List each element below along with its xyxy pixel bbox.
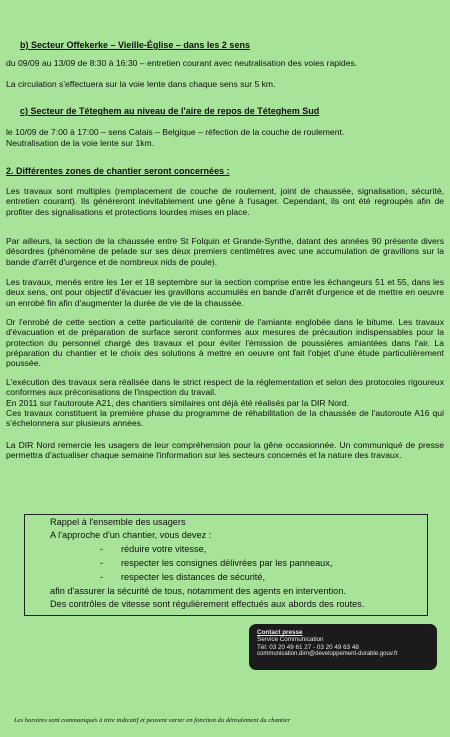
section-2-heading: 2. Différentes zones de chantier seront concernées : — [6, 166, 230, 176]
contact-email[interactable]: communication.dirn@developpement-durable.gouv.fr — [257, 651, 398, 658]
paragraph-4: Or l'enrobé de cette section a cette particularité de contenir de l'amiante englobée dans le bitume. Les travaux d'évacuation et de préparation de surface seront conformes aux mesures de précaution indispensables pour la protection du personnel chargé des travaux et pour éviter l'émission de poussières amiantées dans l'air. La préparation du chantier et le choix des solutions à mettre en oeuvre ont fait l'objet d'une étude particulièrement poussée. — [6, 317, 444, 369]
reminder-item-signs: respecter les consignes délivrées par les panneaux, — [121, 558, 333, 568]
paragraph-6: En 2011 sur l'autoroute A21, des chantiers similaires ont déjà été réalisés par la DIR Nord. — [6, 398, 350, 408]
contact-title: Contact presse — [257, 629, 303, 636]
section-b-line2: La circulation s'effectuera sur la voie lente dans chaque sens sur 5 km. — [6, 79, 276, 89]
paragraph-8: La DIR Nord remercie les usagers de leur compréhension pour la gêne occasionnée. Un communiqué de presse permettra d'actualiser chaque semaine l'information sur les secteurs concernés et la nature des travaux. — [6, 440, 444, 461]
reminder-title: Rappel à l'ensemble des usagers — [50, 517, 186, 527]
section-b-heading: b) Secteur Offekerke – Vieille-Église – dans les 2 sens — [20, 40, 250, 50]
bullet-dash-3: - — [100, 572, 104, 582]
press-contact-box — [249, 624, 437, 670]
paragraph-5: L'exécution des travaux sera réalisée dans le strict respect de la réglementation et selon des protocoles rigoureux conformes aux préconisations de l'inspection du travail. — [6, 377, 444, 398]
reminder-speed-checks: Des contrôles de vitesse sont régulièrement effectués aux abords des routes. — [50, 599, 365, 609]
reminder-item-distance: respecter les distances de sécurité, — [121, 572, 266, 582]
paragraph-7: Ces travaux constituent la première phase du programme de réhabilitation de la chaussée de l'autoroute A16 qui s'échelonnera sur plusieurs années. — [6, 408, 444, 429]
contact-service: Service Communication — [257, 636, 324, 644]
paragraph-1: Les travaux sont multiples (remplacement de couche de roulement, joint de chaussée, signalisation, sécurité, entretien courant). Ils généreront inévitablement une gêne à l'usager. Cependant, ils ont été regroupés afin de profiter des signalisations et protections lourdes mises en place. — [6, 186, 444, 217]
section-c-heading: c) Secteur de Téteghem au niveau de l'aire de repos de Téteghem Sud — [20, 106, 320, 116]
bullet-dash-1: - — [100, 544, 104, 554]
footnote: Les horaires sont communiqués à titre indicatif et peuvent varier en fonction du déroulement du chantier — [14, 717, 291, 724]
bullet-dash-2: - — [100, 558, 104, 568]
section-b-line1: du 09/09 au 13/09 de 8:30 à 16:30 – entretien courant avec neutralisation des voies rapides. — [6, 58, 358, 68]
contact-phone: Tél: 03 20 49 61 27 - 03 20 49 63 48 — [257, 643, 359, 651]
reminder-item-speed: réduire votre vitesse, — [121, 544, 207, 554]
reminder-safety-note: afin d'assurer la sécurité de tous, notamment des agents en intervention. — [50, 586, 346, 596]
section-c-line1: le 10/09 de 7:00 à 17:00 – sens Calais – Belgique – réfection de la couche de roulement. — [6, 127, 345, 137]
paragraph-2: Par ailleurs, la section de la chaussée entre St Folquin et Grande-Synthe, datant des années 90 présente divers désordres (phénomène de pelade sur ses deux premiers centimètres avec une accumulation de gravillons sur la bande d'arrêt d'urgence et de nombreux nids de poule). — [6, 236, 444, 267]
paragraph-3: Les travaux, menés entre les 1er et 18 septembre sur la section comprise entre les échangeurs 51 et 55, dans les deux sens, ont pour objectif d'évacuer les gravillons accumulés en bande d'arrêt d'urgence et de mettre en oeuvre un enrobé fin afin d'augmenter la durée de vie de la chaussée. — [6, 277, 444, 308]
reminder-box — [24, 514, 428, 616]
reminder-intro: A l'approche d'un chantier, vous devez : — [50, 530, 212, 540]
section-c-line2: Neutralisation de la voie lente sur 1km. — [6, 138, 155, 148]
